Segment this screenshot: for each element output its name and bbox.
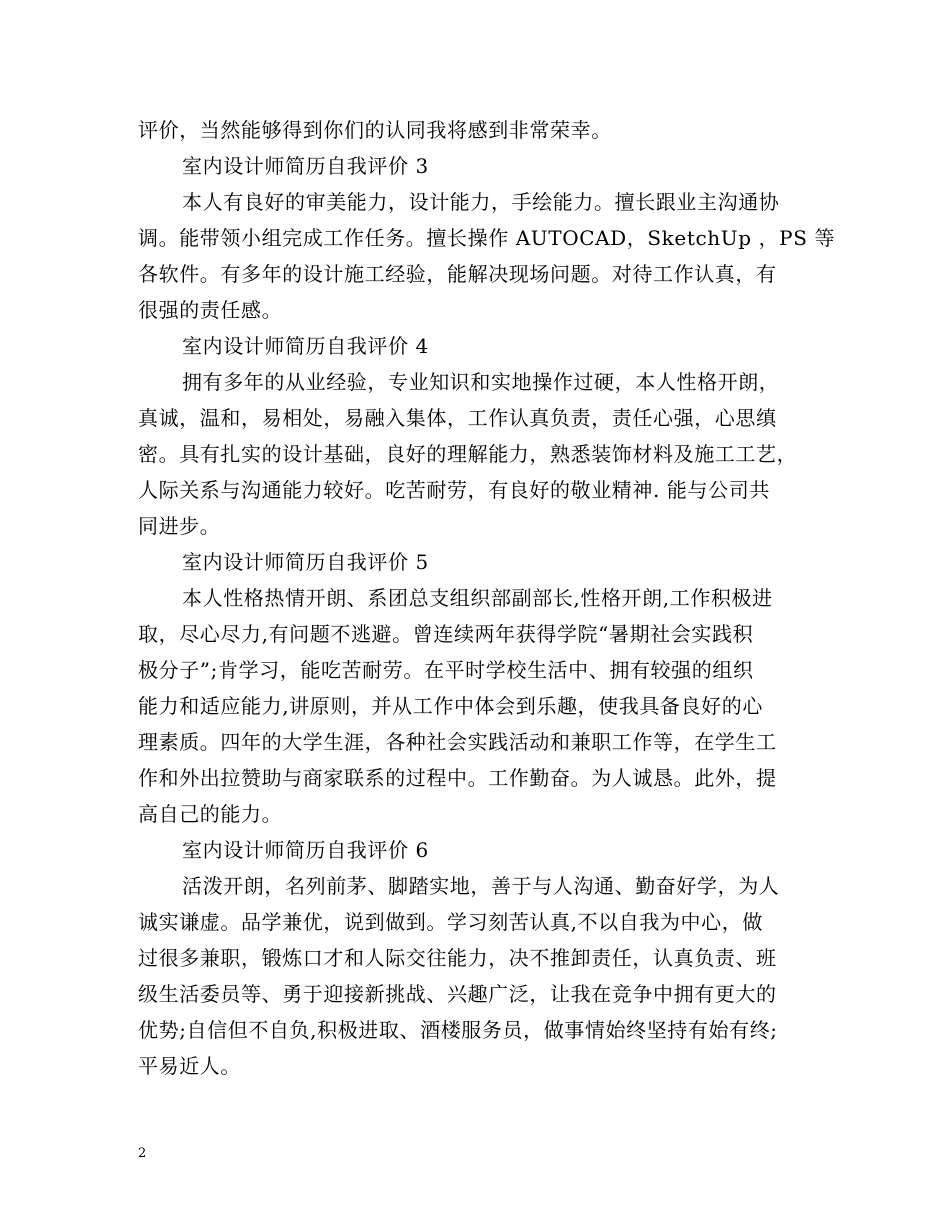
body-text-line: 作和外出拉赞助与商家联系的过程中。工作勤奋。为人诚恳。此外，提 [138,766,777,790]
body-text-line: 过很多兼职，锻炼口才和人际交往能力，决不推卸责任，认真负责、班 [138,946,777,970]
body-text-line: 拥有多年的从业经验，专业知识和实地操作过硬，本人性格开朗， [182,370,780,394]
section-heading: 室内设计师简历自我评价 5 [182,550,429,574]
page-number: 2 [138,1146,147,1161]
body-text-line: 取，尽心尽力,有问题不逃避。曾连续两年获得学院“暑期社会实践积 [138,622,754,646]
body-text-line: 理素质。四年的大学生涯，各种社会实践活动和兼职工作等，在学生工 [138,730,777,754]
body-text-line: 评价，当然能够得到你们的认同我将感到非常荣幸。 [138,118,612,142]
body-text-line: 本人性格热情开朗、系团总支组织部副部长,性格开朗,工作积极进 [182,586,773,610]
body-text-line: 人际关系与沟通能力较好。吃苦耐劳，有良好的敬业精神. 能与公司共 [138,478,770,502]
body-text-line: 同进步。 [138,514,221,538]
body-text-line: 高自己的能力。 [138,802,283,826]
body-text-line: 密。具有扎实的设计基础，良好的理解能力，熟悉装饰材料及施工工艺， [138,442,798,466]
section-heading: 室内设计师简历自我评价 3 [182,154,429,178]
body-text-line: 优势;自信但不自负,积极进取、酒楼服务员，做事情始终坚持有始有终; [138,1018,778,1042]
body-text-line: 调。能带领小组完成工作任务。擅长操作 AUTOCAD，SketchUp ，PS 等 [138,226,836,250]
body-text-line: 很强的责任感。 [138,298,283,322]
body-text-line: 活泼开朗，名列前茅、脚踏实地，善于与人沟通、勤奋好学，为人 [182,874,780,898]
body-text-line: 能力和适应能力,讲原则，并从工作中体会到乐趣，使我具备良好的心 [138,694,763,718]
section-heading: 室内设计师简历自我评价 6 [182,838,429,862]
body-text-line: 诚实谦虚。品学兼优，说到做到。学习刻苦认真,不以自我为中心，做 [138,910,763,934]
body-text-line: 平易近人。 [138,1054,241,1078]
body-text-line: 真诚，温和，易相处，易融入集体，工作认真负责，责任心强，心思缜 [138,406,777,430]
section-heading: 室内设计师简历自我评价 4 [182,334,429,358]
body-text-line: 本人有良好的审美能力，设计能力，手绘能力。擅长跟业主沟通协 [182,190,780,214]
body-text-line: 级生活委员等、勇于迎接新挑战、兴趣广泛，让我在竞争中拥有更大的 [138,982,777,1006]
body-text-line: 极分子”;肯学习，能吃苦耐劳。在平时学校生活中、拥有较强的组织 [138,658,754,682]
body-text-line: 各软件。有多年的设计施工经验，能解决现场问题。对待工作认真，有 [138,262,777,286]
